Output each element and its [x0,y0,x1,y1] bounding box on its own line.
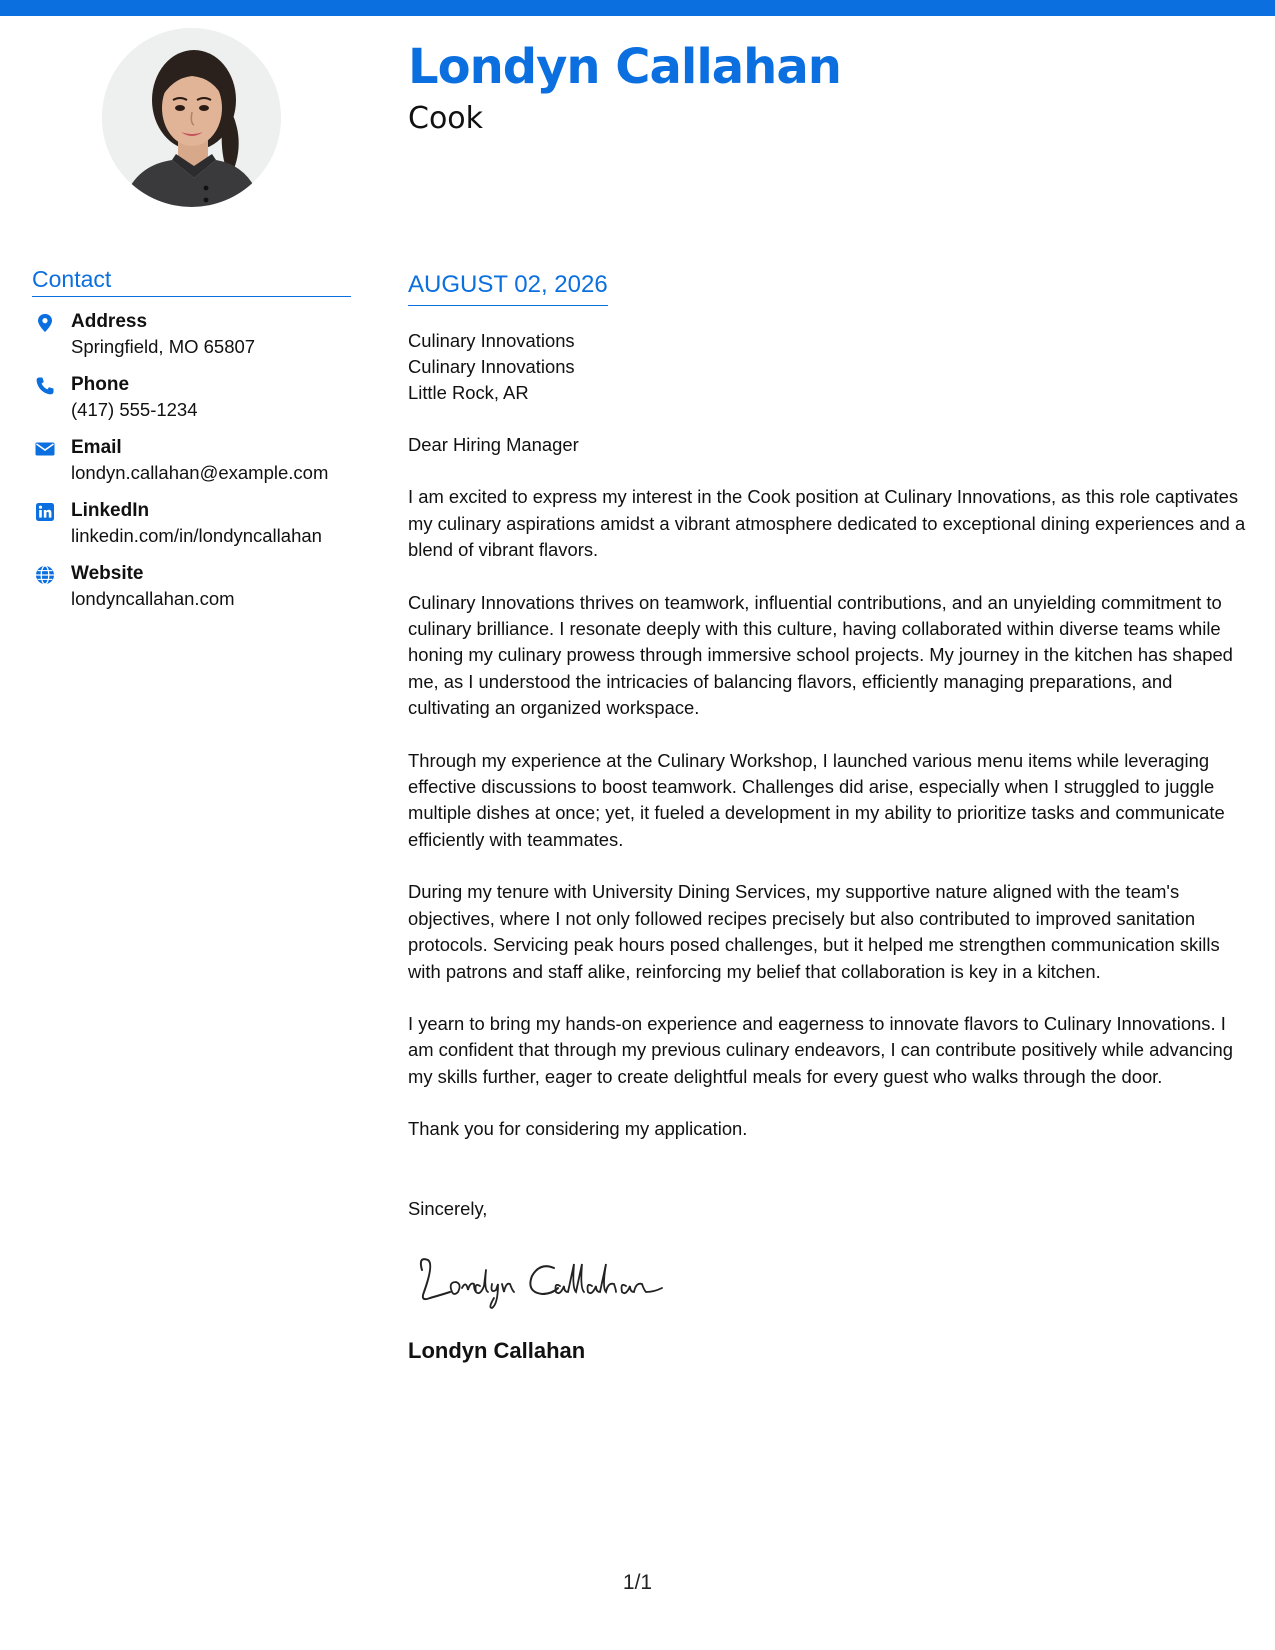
paragraph: Culinary Innovations thrives on teamwork, influential contributions, and an unyielding commitment to culinary brilliance. I resonate deeply with this culture, having collaborated within diverse teams while honing my culinary prowess through immersive school projects. My journey in the kitchen has shaped me, as I understood the intricacies of balancing flavors, efficiently managing preparations, and cultivating an organized workspace. [408,591,1233,719]
closing: Sincerely, [408,1197,488,1219]
contact-heading: Contact [32,266,351,297]
contact-linkedin-value[interactable]: linkedin.com/in/londyncallahan [71,525,322,546]
contact-email-value[interactable]: londyn.callahan@example.com [71,462,329,483]
paragraph: I am excited to express my interest in the Cook position at Culinary Innovations, as this role captivates my culinary aspirations amidst a vibrant atmosphere dedicated to exceptional dining experiences and a blend of vibrant flavors. [408,486,1246,561]
applicant-role: Cook [408,101,484,136]
letter-date: AUGUST 02, 2026 [408,271,608,306]
recipient-line: Culinary Innovations [408,330,575,351]
contact-label: LinkedIn [71,500,150,521]
linkedin-icon [35,502,55,522]
letter-body [408,328,1253,1365]
map-pin-icon [35,313,55,333]
contact-item-website [32,562,362,625]
contact-website-value[interactable]: londyncallahan.com [71,588,235,609]
contact-address-value: Springfield, MO 65807 [71,336,256,357]
contact-label: Address [71,311,148,332]
recipient-block [408,328,1253,406]
contact-label: Phone [71,374,130,395]
contact-label: Email [71,437,122,458]
globe-icon [35,565,55,585]
contact-phone-value: (417) 555-1234 [71,399,198,420]
contact-label: Website [71,563,144,584]
profile-photo [102,28,281,207]
paragraph: Thank you for considering my application. [408,1118,748,1140]
paragraph: Through my experience at the Culinary Workshop, I launched various menu items while leveraging effective discussions to boost teamwork. Challenges did arise, especially when I struggled to juggle multiple dishes at once; yet, it fueled a development in my ability to prioritize tasks and communicate efficiently with teammates. [408,749,1225,850]
top-accent-bar [0,0,1275,16]
salutation: Dear Hiring Manager [408,434,579,455]
recipient-line: Little Rock, AR [408,382,529,403]
phone-icon [35,376,55,396]
signer-name: Londyn Callahan [408,1338,586,1364]
recipient-line: Culinary Innovations [408,356,575,377]
email-icon [35,439,55,459]
page-number: 1/1 [622,1571,653,1594]
handwritten-signature [408,1248,688,1310]
contact-list [32,310,362,625]
contact-item-phone [32,373,362,436]
paragraph: During my tenure with University Dining Services, my supportive nature aligned with the team's objectives, where I not only followed recipes precisely but also contributed to improved sanitation protocols. Servicing peak hours posed challenges, but it helped me strengthen communication skills with patrons and staff alike, reinforcing my belief that collaboration is key in a kitchen. [408,881,1220,982]
applicant-name: Londyn Callahan [408,39,841,95]
paragraph: I yearn to bring my hands-on experience and eagerness to innovate flavors to Culinary Innovations. I am confident that through my previous culinary endeavors, I can contribute positively while advancing my skills further, eager to create delightful meals for every guest who walks through the door. [408,1012,1233,1087]
contact-item-linkedin [32,499,362,562]
contact-item-address [32,310,362,373]
contact-item-email [32,436,362,499]
